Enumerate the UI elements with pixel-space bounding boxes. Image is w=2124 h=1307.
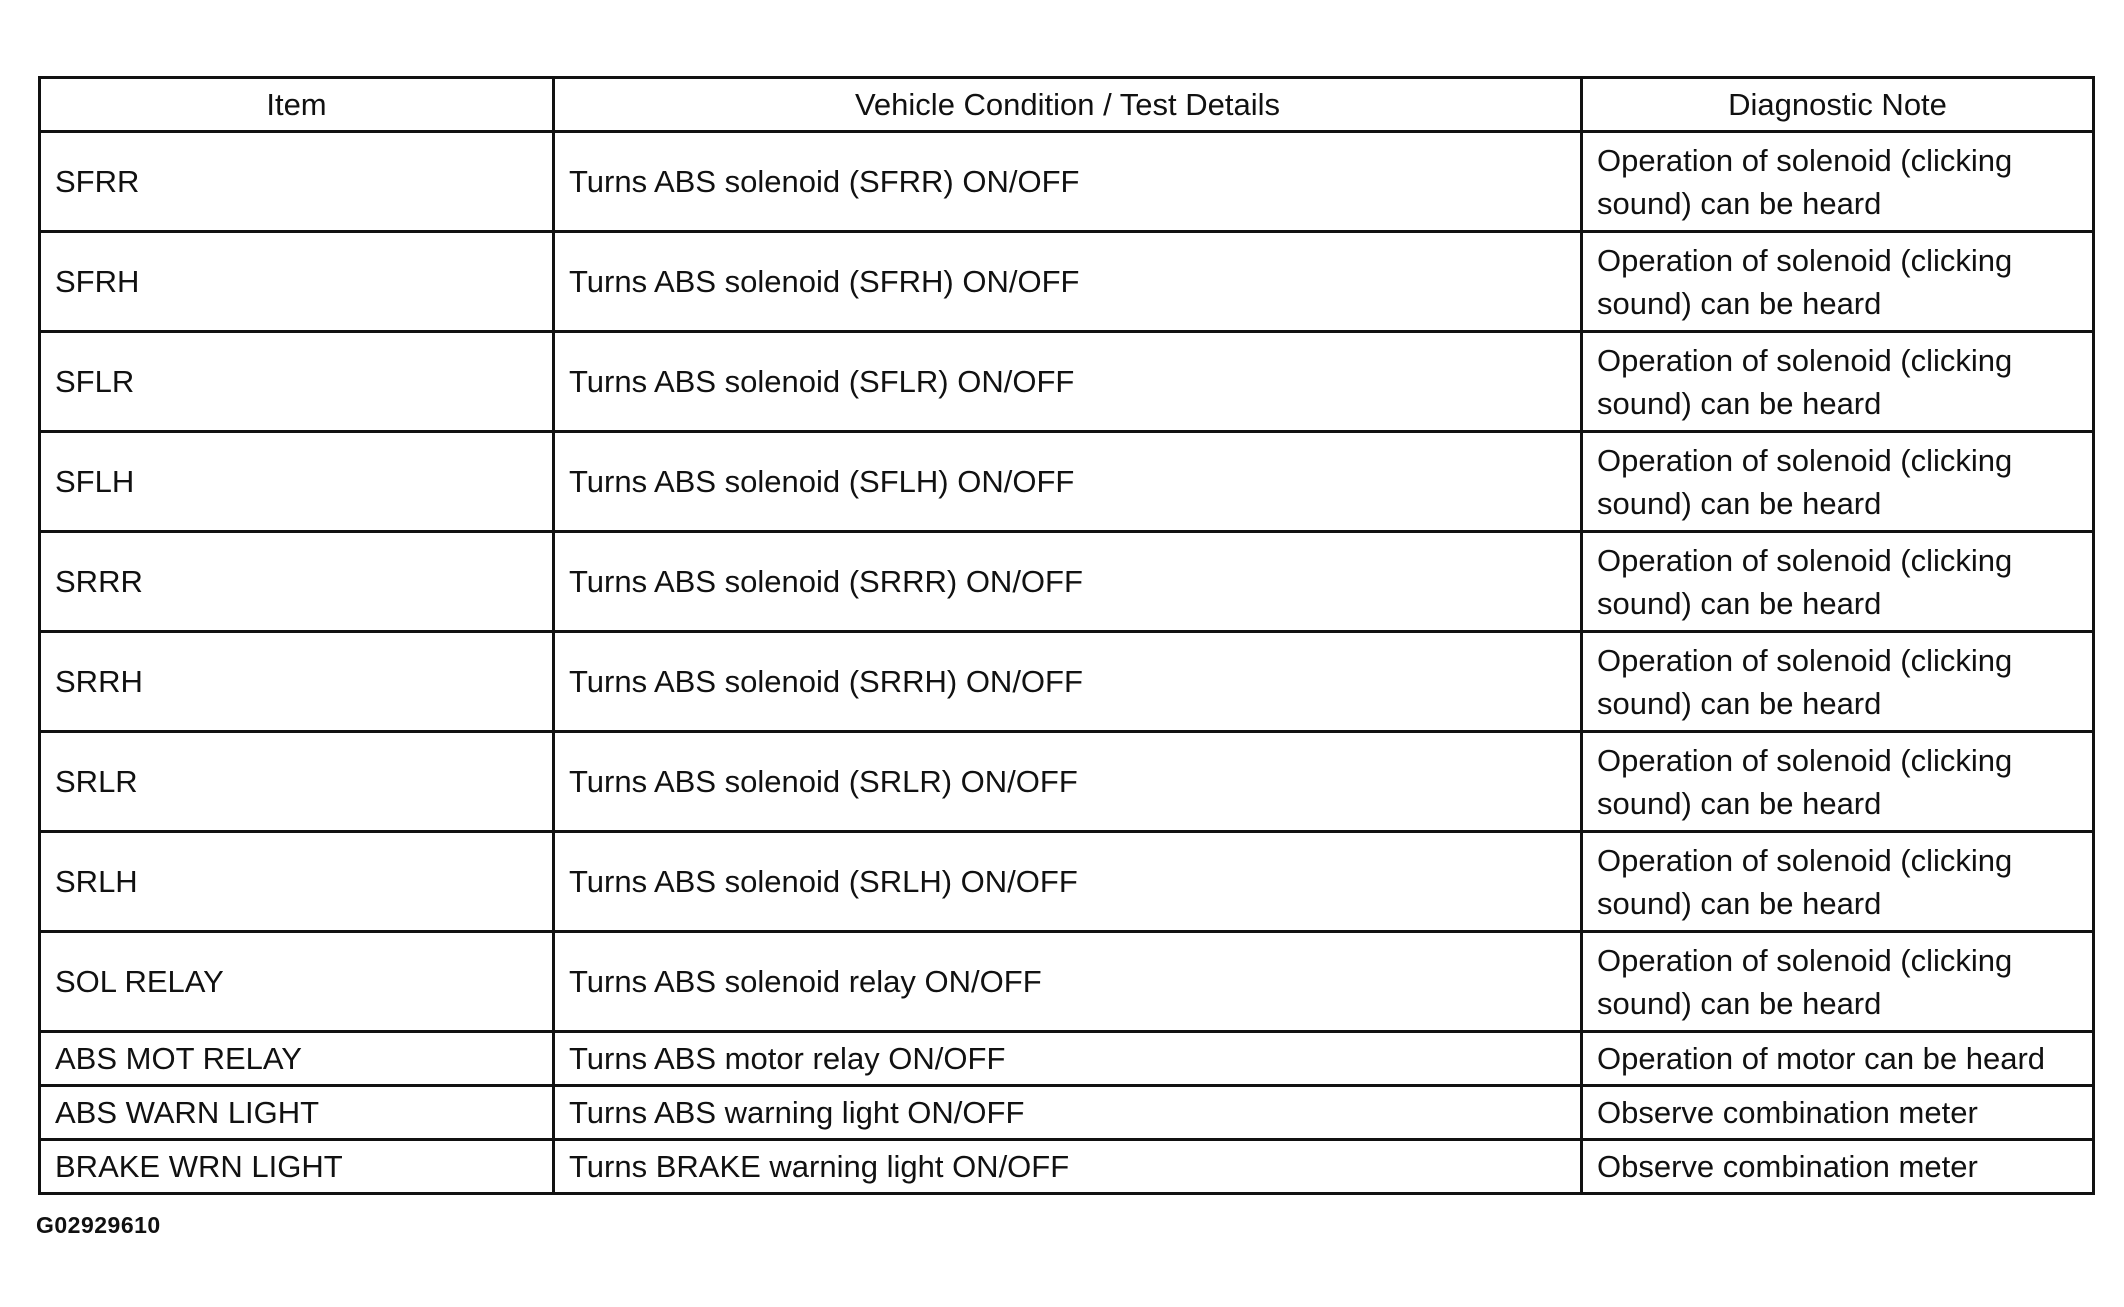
details-cell: Turns ABS solenoid (SFLR) ON/OFF xyxy=(554,332,1582,432)
item-cell: SFLH xyxy=(40,432,554,532)
details-cell: Turns ABS solenoid (SRLR) ON/OFF xyxy=(554,732,1582,832)
item-cell: ABS MOT RELAY xyxy=(40,1032,554,1086)
table-row xyxy=(40,332,2094,432)
table-header-row xyxy=(40,78,2094,132)
details-cell: Turns ABS solenoid (SRRH) ON/OFF xyxy=(554,632,1582,732)
details-cell: Turns ABS solenoid (SFRH) ON/OFF xyxy=(554,232,1582,332)
details-cell: Turns ABS solenoid (SRLH) ON/OFF xyxy=(554,832,1582,932)
details-cell: Turns ABS motor relay ON/OFF xyxy=(554,1032,1582,1086)
table-row xyxy=(40,132,2094,232)
details-cell: Turns ABS solenoid (SRRR) ON/OFF xyxy=(554,532,1582,632)
note-cell: Operation of solenoid (clicking sound) can be heard xyxy=(1582,432,2094,532)
item-cell: SRLR xyxy=(40,732,554,832)
item-cell: SFLR xyxy=(40,332,554,432)
table-row xyxy=(40,832,2094,932)
note-cell: Operation of motor can be heard xyxy=(1582,1032,2094,1086)
header-item: Item xyxy=(40,78,554,132)
details-cell: Turns ABS solenoid (SFLH) ON/OFF xyxy=(554,432,1582,532)
note-cell: Observe combination meter xyxy=(1582,1086,2094,1140)
note-cell: Operation of solenoid (clicking sound) can be heard xyxy=(1582,532,2094,632)
table-row xyxy=(40,1032,2094,1086)
item-cell: BRAKE WRN LIGHT xyxy=(40,1140,554,1194)
table-row xyxy=(40,632,2094,732)
item-cell: SRRH xyxy=(40,632,554,732)
note-cell: Operation of solenoid (clicking sound) can be heard xyxy=(1582,332,2094,432)
note-cell: Operation of solenoid (clicking sound) can be heard xyxy=(1582,232,2094,332)
table-row xyxy=(40,1140,2094,1194)
header-vehicle-condition: Vehicle Condition / Test Details xyxy=(554,78,1582,132)
table-row xyxy=(40,532,2094,632)
details-cell: Turns ABS solenoid relay ON/OFF xyxy=(554,932,1582,1032)
note-cell: Observe combination meter xyxy=(1582,1140,2094,1194)
table-row xyxy=(40,432,2094,532)
table-row xyxy=(40,732,2094,832)
item-cell: SFRR xyxy=(40,132,554,232)
item-cell: SRRR xyxy=(40,532,554,632)
item-cell: SFRH xyxy=(40,232,554,332)
figure-id: G02929610 xyxy=(36,1212,161,1238)
table-row xyxy=(40,232,2094,332)
details-cell: Turns BRAKE warning light ON/OFF xyxy=(554,1140,1582,1194)
active-test-table xyxy=(38,76,2095,1195)
table-row xyxy=(40,932,2094,1032)
details-cell: Turns ABS warning light ON/OFF xyxy=(554,1086,1582,1140)
details-cell: Turns ABS solenoid (SFRR) ON/OFF xyxy=(554,132,1582,232)
note-cell: Operation of solenoid (clicking sound) can be heard xyxy=(1582,932,2094,1032)
note-cell: Operation of solenoid (clicking sound) can be heard xyxy=(1582,632,2094,732)
item-cell: SRLH xyxy=(40,832,554,932)
note-cell: Operation of solenoid (clicking sound) can be heard xyxy=(1582,732,2094,832)
item-cell: SOL RELAY xyxy=(40,932,554,1032)
header-diagnostic-note: Diagnostic Note xyxy=(1582,78,2094,132)
table-row xyxy=(40,1086,2094,1140)
item-cell: ABS WARN LIGHT xyxy=(40,1086,554,1140)
note-cell: Operation of solenoid (clicking sound) can be heard xyxy=(1582,132,2094,232)
note-cell: Operation of solenoid (clicking sound) can be heard xyxy=(1582,832,2094,932)
